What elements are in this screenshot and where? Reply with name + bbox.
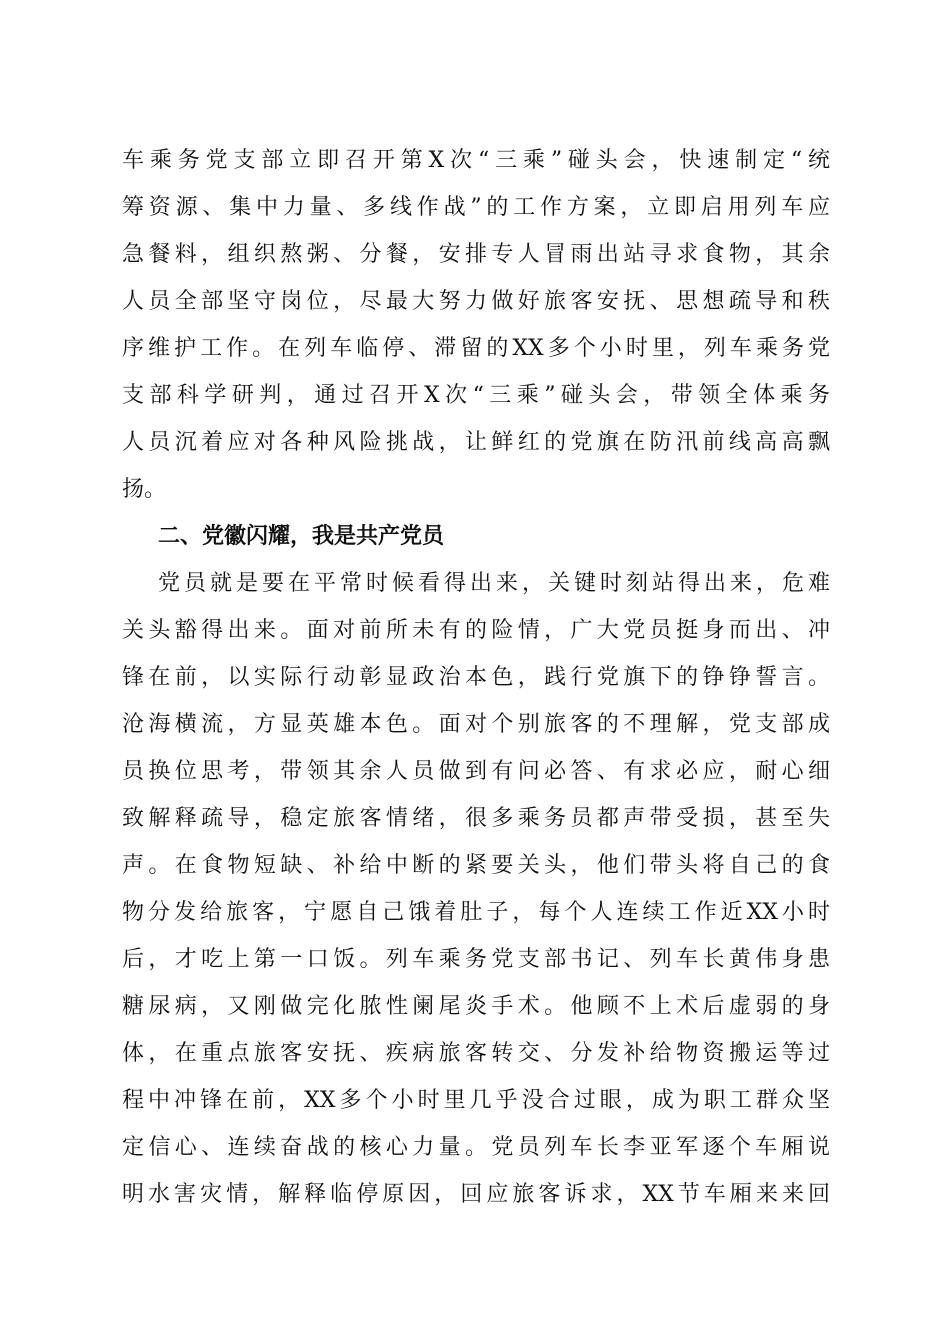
paragraph-1-line-4: 人员全部坚守岗位，尽最大努力做好旅客安抚、思想疏导和秩 xyxy=(122,289,830,314)
paragraph-1-line-3: 急餐料，组织熬粥、分餐，安排专人冒雨出站寻求食物，其余 xyxy=(122,242,830,267)
paragraph-2-line-8: 物分发给旅客，宁愿自己饿着肚子，每个人连续工作近XX小时 xyxy=(122,900,830,925)
paragraph-2-line-14: 明水害灾情，解释临停原因，回应旅客诉求，XX节车厢来来回 xyxy=(122,1182,830,1207)
section-heading: 二、党徽闪耀，我是共产党员 xyxy=(158,524,445,549)
paragraph-2-line-7: 声。在食物短缺、补给中断的紧要关头，他们带头将自己的食 xyxy=(122,853,830,878)
paragraph-1-line-5: 序维护工作。在列车临停、滞留的XX多个小时里，列车乘务党 xyxy=(122,336,830,361)
paragraph-2-line-3: 锋在前，以实际行动彰显政治本色，践行党旗下的铮铮誓言。 xyxy=(122,665,830,690)
paragraph-2-line-13: 定信心、连续奋战的核心力量。党员列车长李亚军逐个车厢说 xyxy=(122,1135,830,1160)
paragraph-1-line-6: 支部科学研判，通过召开X次“三乘”碰头会，带领全体乘务 xyxy=(122,383,830,408)
paragraph-2-line-6: 致解释疏导，稳定旅客情绪，很多乘务员都声带受损，甚至失 xyxy=(122,806,830,831)
paragraph-1-line-8: 扬。 xyxy=(122,477,167,502)
paragraph-2-line-12: 程中冲锋在前，XX多个小时里几乎没合过眼，成为职工群众坚 xyxy=(122,1088,830,1113)
paragraph-2-line-9: 后，才吃上第一口饭。列车乘务党支部书记、列车长黄伟身患 xyxy=(122,947,830,972)
paragraph-2-line-1: 党员就是要在平常时候看得出来，关键时刻站得出来，危难 xyxy=(158,571,830,596)
paragraph-2-line-2: 关头豁得出来。面对前所未有的险情，广大党员挺身而出、冲 xyxy=(122,618,830,643)
paragraph-1-line-2: 筹资源、集中力量、多线作战”的工作方案，立即启用列车应 xyxy=(122,195,830,220)
paragraph-2-line-10: 糖尿病，又刚做完化脓性阑尾炎手术。他顾不上术后虚弱的身 xyxy=(122,994,830,1019)
paragraph-1-line-7: 人员沉着应对各种风险挑战，让鲜红的党旗在防汛前线高高飘 xyxy=(122,430,830,455)
paragraph-1-line-1: 车乘务党支部立即召开第X次“三乘”碰头会，快速制定“统 xyxy=(122,148,830,173)
paragraph-2-line-11: 体，在重点旅客安抚、疾病旅客转交、分发补给物资搬运等过 xyxy=(122,1041,830,1066)
paragraph-2-line-5: 员换位思考，带领其余人员做到有问必答、有求必应，耐心细 xyxy=(122,759,830,784)
paragraph-2-line-4: 沧海横流，方显英雄本色。面对个别旅客的不理解，党支部成 xyxy=(122,712,830,737)
